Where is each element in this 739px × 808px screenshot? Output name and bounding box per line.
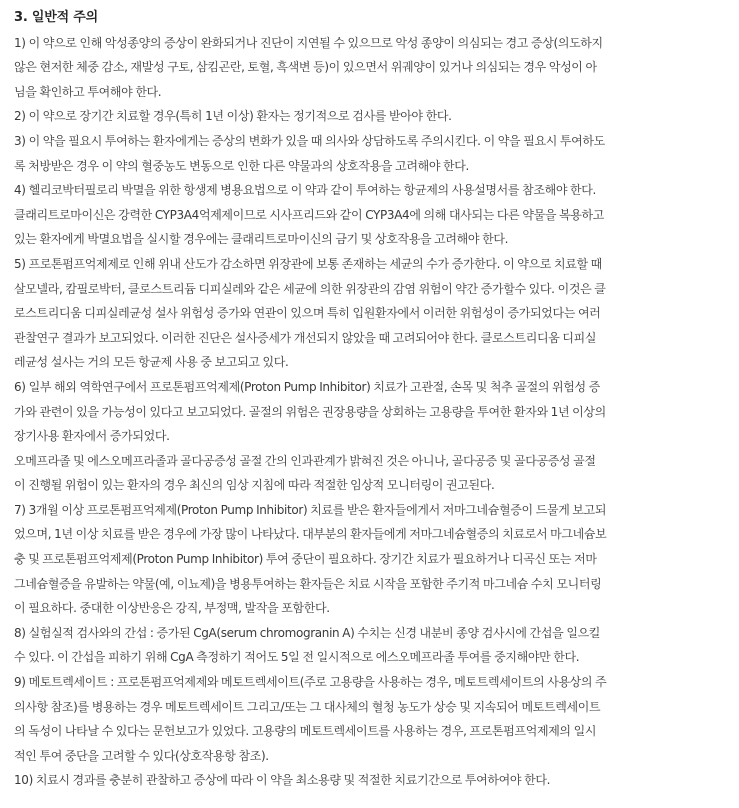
text-line: 었으며, 1년 이상 치료를 받은 경우에 가장 많이 나타났다. 대부분의 환자들에게 저마그네슘혈증의 치료로서 마그네슘보 [14, 527, 607, 542]
text-line: 관찰연구 결과가 보고되었다. 이러한 진단은 설사증세가 개선되지 않았을 때 고려되어야 한다. 클로스트리디움 디피실 [14, 330, 597, 345]
text-line: 이 필요하다. 중대한 이상반응은 강직, 부정맥, 발작을 포함한다. [14, 601, 330, 616]
text-line: 1) 이 약으로 인해 악성종양의 증상이 완화되거나 진단이 지연될 수 있으므로 악성 종양이 의심되는 경고 증상(의도하지 [14, 35, 603, 50]
text-line: 장기사용 환자에서 증가되었다. [14, 429, 170, 444]
section-body [14, 31, 725, 793]
text-line: 5) 프로톤펌프억제제로 인해 위내 산도가 감소하면 위장관에 보통 존재하는 세균의 수가 증가한다. 이 약으로 치료할 때 [14, 256, 602, 271]
text-line: 수 있다. 이 간섭을 피하기 위해 CgA 측정하기 적어도 5일 전 일시적으로 에스오메프라졸 투여를 중지해야만 한다. [14, 650, 580, 665]
text-line: 7) 3개월 이상 프로톤펌프억제제(Proton Pump Inhibitor) 치료를 받은 환자들에게서 저마그네슘혈증이 드물게 보고되 [14, 502, 607, 517]
text-line: 3) 이 약을 필요시 투여하는 환자에게는 증상의 변화가 있을 때 의사와 상담하도록 주의시킨다. 이 약을 필요시 투여하도 [14, 133, 605, 148]
text-line: 클래리트로마이신은 강력한 CYP3A4억제제이므로 시사프리드와 같이 CYP3A4에 의해 대사되는 다른 약물을 복용하고 [14, 207, 605, 222]
text-line: 10) 치료시 경과를 충분히 관찰하고 증상에 따라 이 약을 최소용량 및 적절한 치료기간으로 투여하여야 한다. [14, 773, 551, 788]
text-line: 2) 이 약으로 장기간 치료할 경우(특히 1년 이상) 환자는 정기적으로 검사를 받아야 한다. [14, 109, 452, 124]
text-line: 6) 일부 해외 역학연구에서 프로톤펌프억제제(Proton Pump Inhibitor) 치료가 고관절, 손목 및 척추 골절의 위험성 증 [14, 379, 600, 394]
text-line: 충 및 프로톤펌프억제제(Proton Pump Inhibitor) 투여 중단이 필요하다. 장기간 치료가 필요하거나 디곡신 또는 저마 [14, 552, 597, 567]
text-line: 의 독성이 나타날 수 있다는 문헌보고가 있었다. 고용량의 메토트렉세이트를 사용하는 경우, 프로톤펌프억제제의 일시 [14, 724, 597, 739]
text-line: 있는 환자에게 박멸요법을 실시할 경우에는 클래리트로마이신의 금기 및 상호작용을 고려해야 한다. [14, 232, 509, 247]
text-line: 오메프라졸 및 에스오메프라졸과 골다공증성 골절 간의 인과관계가 밝혀진 것은 아니나, 골다공증 및 골다공증성 골절 [14, 453, 596, 468]
text-line: 4) 헬리코박터필로리 박멸을 위한 항생제 병용요법으로 이 약과 같이 투여하는 항균제의 사용설명서를 참조해야 한다. [14, 183, 596, 198]
text-line: 이 진행될 위험이 있는 환자의 경우 최신의 임상 지침에 따라 적절한 임상적 모니터링이 권고된다. [14, 478, 495, 493]
text-line: 가와 관련이 있을 가능성이 있다고 보고되었다. 골절의 위험은 권장용량을 상회하는 고용량을 투여한 환자와 1년 이상의 [14, 404, 606, 419]
text-line: 의사항 참조)를 병용하는 경우 메토트렉세이트 그리고/또는 그 대사체의 혈청 농도가 상승 및 지속되어 메토트렉세이트 [14, 699, 601, 714]
text-line: 그네슘혈증을 유발하는 약물(예, 이뇨제)을 병용투여하는 환자들은 치료 시작을 포함한 주기적 마그네슘 수치 모니터링 [14, 576, 602, 591]
text-line: 9) 메토트렉세이트 : 프로톤펌프억제제와 메토트렉세이트(주로 고용량을 사용하는 경우, 메토트렉세이트의 사용상의 주 [14, 675, 607, 690]
text-line: 님을 확인하고 투여해야 한다. [14, 84, 162, 99]
text-line: 로스트리디움 디피실레균성 설사 위험성 증가와 연관이 있으며 특히 입원환자에서 이러한 위험성이 증가되었다는 여러 [14, 306, 601, 321]
text-line: 레균성 설사는 거의 모든 항균제 사용 중 보고되고 있다. [14, 355, 289, 370]
text-line: 록 처방받은 경우 이 약의 혈중농도 변동으로 인한 다른 약물과의 상호작용을 고려해야 한다. [14, 158, 469, 173]
text-line: 살모넬라, 캄필로박터, 클로스트리듐 디피실레와 같은 세균에 의한 위장관의 감염 위험이 약간 증가할수 있다. 이것은 클 [14, 281, 606, 296]
section-title: 3. 일반적 주의 [14, 10, 99, 25]
text-line: 적인 투여 중단을 고려할 수 있다(상호작용항 참조). [14, 748, 269, 763]
text-line: 않은 현저한 체중 감소, 재발성 구토, 삼킴곤란, 토혈, 흑색변 등)이 있으면서 위궤양이 있거나 의심되는 경우 악성이 아 [14, 60, 597, 75]
text-line: 8) 실험실적 검사와의 간섭 : 증가된 CgA(serum chromogranin A) 수치는 신경 내분비 종양 검사시에 간섭을 일으킬 [14, 625, 601, 640]
